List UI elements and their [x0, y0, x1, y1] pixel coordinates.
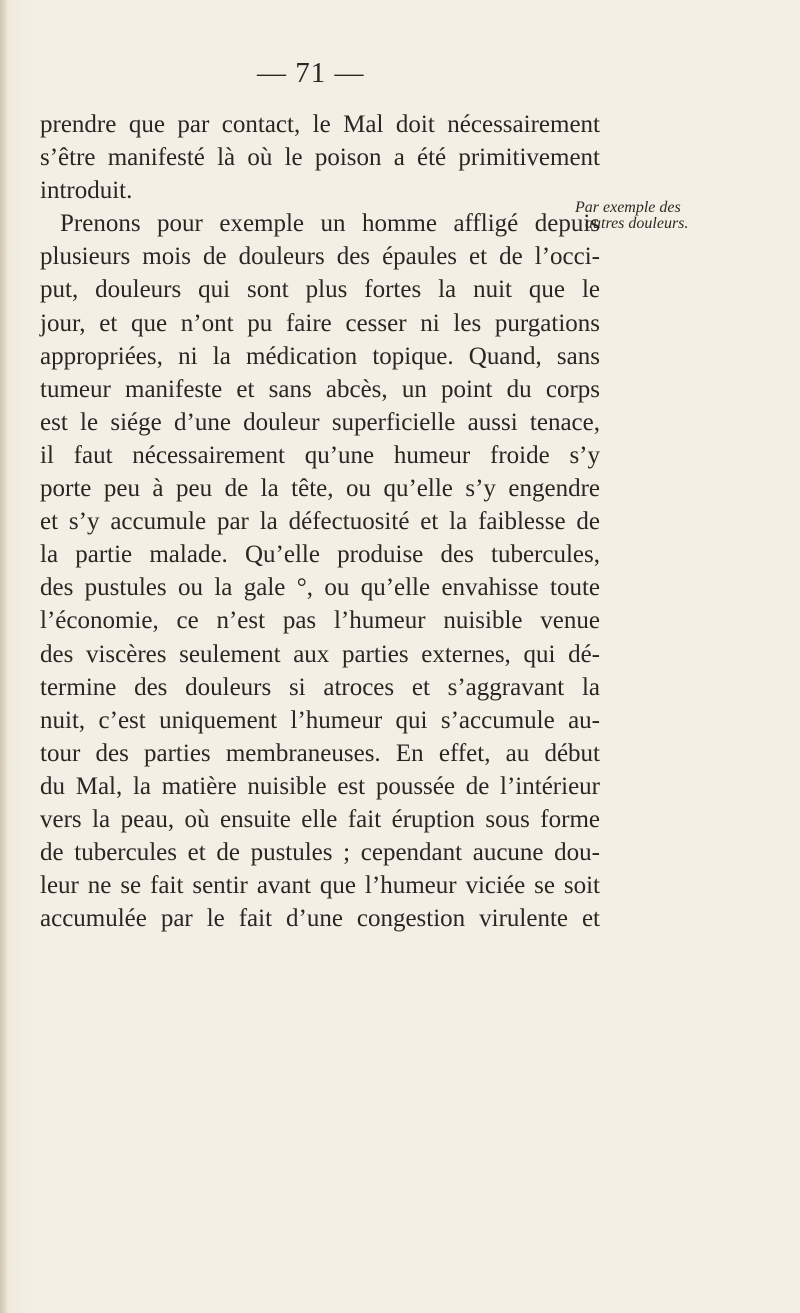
- text-line: des viscères seulement aux parties externes, qui dé-: [40, 640, 600, 668]
- text-line: vers la peau, où ensuite elle fait éruption sous forme: [40, 805, 600, 833]
- body-text: [40, 108, 600, 935]
- text-line: put, douleurs qui sont plus fortes la nuit que le: [40, 276, 600, 304]
- text-line: de tubercules et de pustules ; cependant aucune dou-: [40, 839, 600, 867]
- spine-shadow: [0, 0, 8, 1313]
- text-line: l’économie, ce n’est pas l’humeur nuisible venue: [40, 607, 600, 635]
- page-number: — 71 —: [257, 57, 365, 89]
- text-line: prendre que par contact, le Mal doit nécessairement: [40, 111, 600, 138]
- text-line: tumeur manifeste et sans abcès, un point du corps: [40, 375, 600, 403]
- marginal-note: [575, 200, 795, 232]
- text-line: s’être manifesté là où le poison a été primitivement: [40, 144, 600, 172]
- text-line: accumulée par le fait d’une congestion virulente et: [40, 905, 600, 933]
- text-line: et s’y accumule par la défectuosité et la faiblesse de: [40, 508, 600, 536]
- text-line: appropriées, ni la médication topique. Quand, sans: [40, 342, 600, 370]
- text-line: du Mal, la matière nuisible est poussée de l’intérieur: [40, 772, 600, 800]
- text-line: la partie malade. Qu’elle produise des tubercules,: [40, 541, 600, 569]
- text-line: il faut nécessairement qu’une humeur froide s’y: [40, 441, 600, 469]
- text-line: est le siége d’une douleur superficielle aussi tenace,: [40, 408, 600, 436]
- text-line: leur ne se fait sentir avant que l’humeur viciée se soit: [40, 872, 600, 900]
- marginal-note-line: autres douleurs.: [585, 215, 689, 232]
- text-line: nuit, c’est uniquement l’humeur qui s’accumule au-: [40, 706, 600, 734]
- text-line: jour, et que n’ont pu faire cesser ni les purgations: [40, 309, 600, 337]
- text-line: plusieurs mois de douleurs des épaules et de l’occi-: [40, 243, 600, 271]
- text-line: Prenons pour exemple un homme affligé depuis: [60, 210, 600, 238]
- text-line: tour des parties membraneuses. En effet, au début: [40, 739, 600, 767]
- text-line: porte peu à peu de la tête, ou qu’elle s’y engendre: [40, 475, 600, 503]
- text-line: termine des douleurs si atroces et s’aggravant la: [40, 673, 600, 701]
- text-line: des pustules ou la gale °, ou qu’elle envahisse toute: [40, 574, 600, 602]
- text-line: introduit.: [40, 177, 133, 205]
- marginal-note-line: Par exemple des: [575, 199, 681, 216]
